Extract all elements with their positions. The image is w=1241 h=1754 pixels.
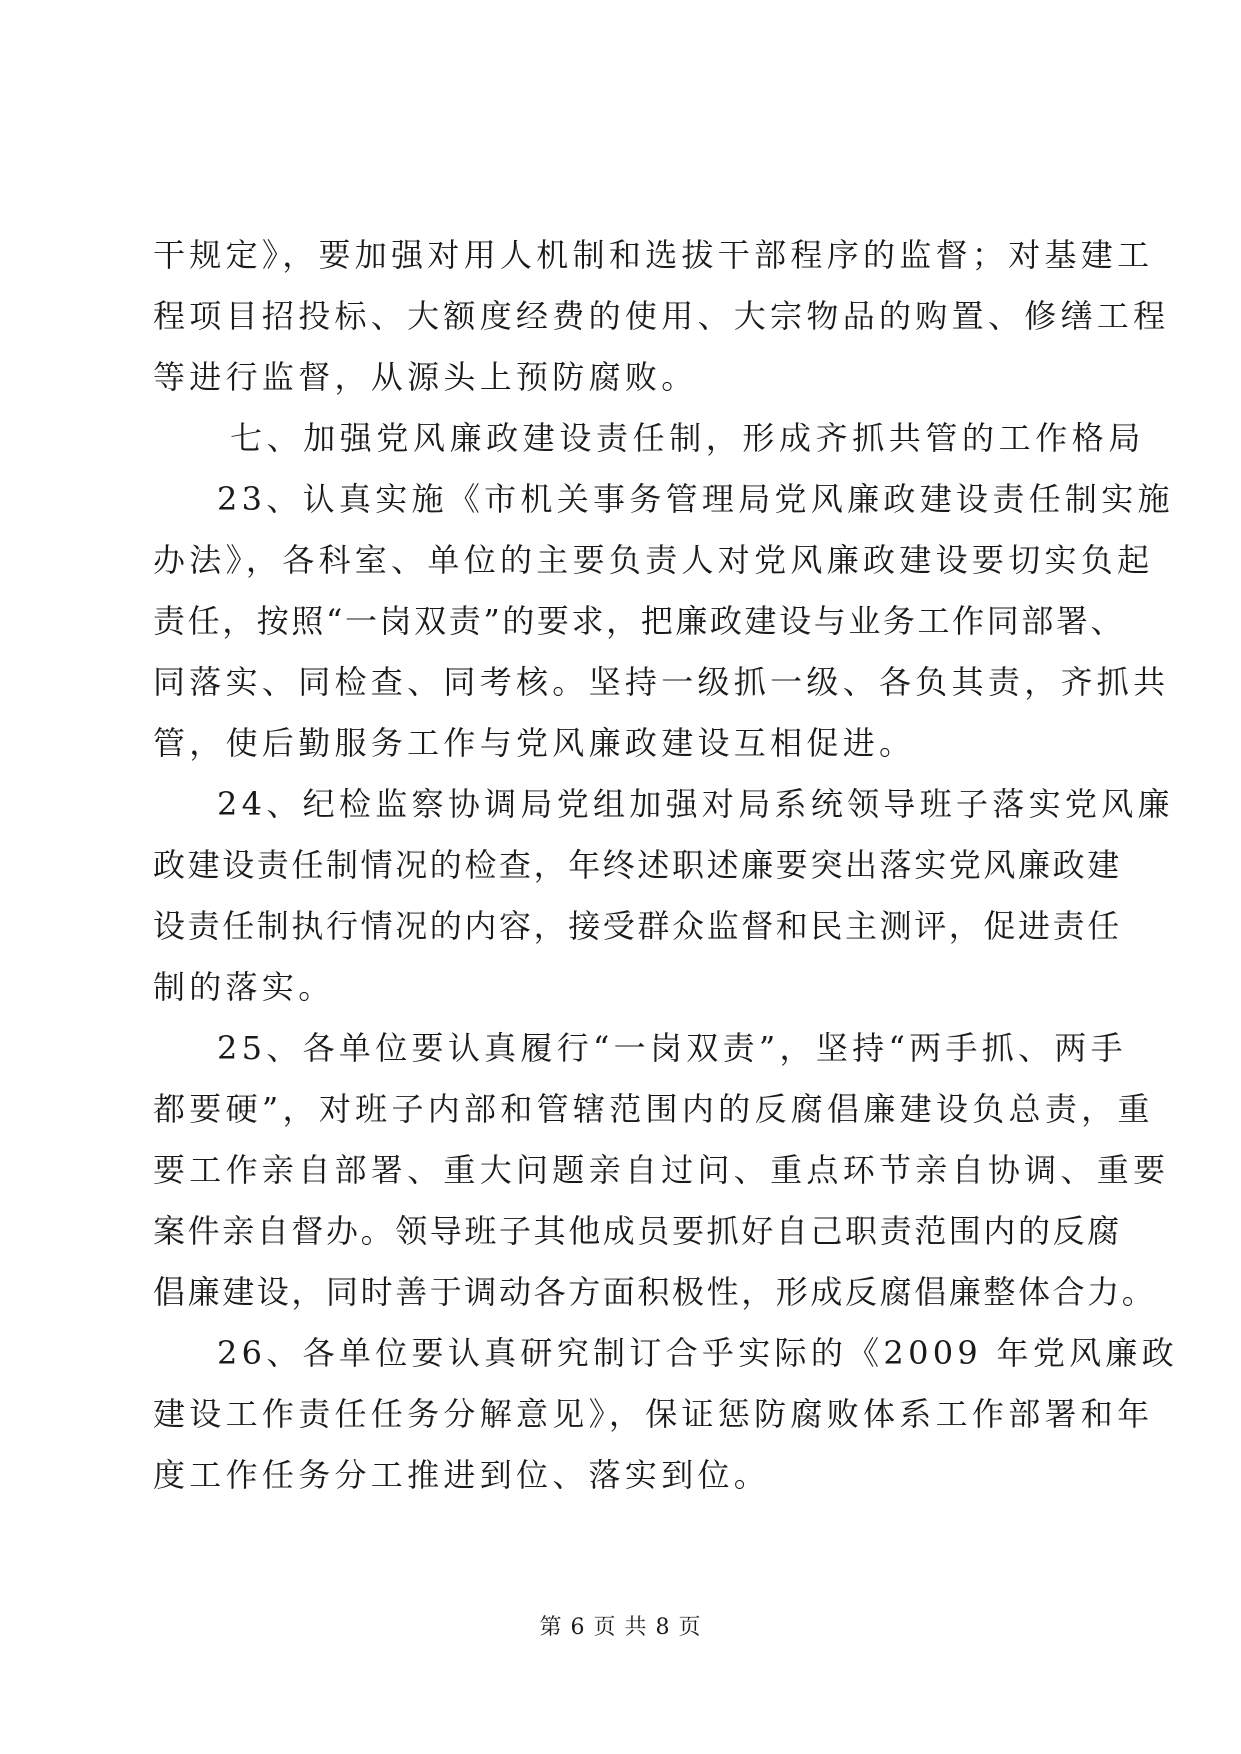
text-line: 案件亲自督办。领导班子其他成员要抓好自己职责范围内的反腐 bbox=[153, 1212, 1122, 1250]
text-line: 建设工作责任任务分解意见》，保证惩防腐败体系工作部署和年 bbox=[153, 1395, 1154, 1433]
text-line: 制的落实。 bbox=[153, 968, 335, 1006]
section-heading: 七、加强党风廉政建设责任制，形成齐抓共管的工作格局 bbox=[230, 419, 1146, 457]
text-line: 管，使后勤服务工作与党风廉政建设互相促进。 bbox=[153, 724, 916, 762]
text-line: 都要硬”，对班子内部和管辖范围内的反腐倡廉建设负总责，重 bbox=[153, 1090, 1154, 1128]
document-body bbox=[153, 225, 1179, 1506]
text-line: 倡廉建设，同时善于调动各方面积极性，形成反腐倡廉整体合力。 bbox=[153, 1273, 1157, 1311]
paragraph-first-line: 25、各单位要认真履行“一岗双责”，坚持“两手抓、两手 bbox=[217, 1029, 1127, 1067]
page-number-footer: 第 6 页 共 8 页 bbox=[539, 1615, 702, 1640]
text-line: 政建设责任制情况的检查，年终述职述廉要突出落实党风廉政建 bbox=[153, 846, 1122, 884]
text-line: 同落实、同检查、同考核。坚持一级抓一级、各负其责，齐抓共 bbox=[153, 663, 1170, 701]
text-line: 设责任制执行情况的内容，接受群众监督和民主测评，促进责任 bbox=[153, 907, 1122, 945]
text-line: 要工作亲自部署、重大问题亲自过问、重点环节亲自协调、重要 bbox=[153, 1151, 1170, 1189]
text-line: 度工作任务分工推进到位、落实到位。 bbox=[153, 1456, 771, 1494]
text-line: 办法》，各科室、单位的主要负责人对党风廉政建设要切实负起 bbox=[153, 541, 1154, 579]
text-line: 程项目招投标、大额度经费的使用、大宗物品的购置、修缮工程 bbox=[153, 297, 1170, 335]
text-line: 干规定》，要加强对用人机制和选拔干部程序的监督；对基建工 bbox=[153, 236, 1154, 274]
paragraph-first-line: 24、纪检监察协调局党组加强对局系统领导班子落实党风廉 bbox=[217, 785, 1174, 823]
paragraph-first-line: 26、各单位要认真研究制订合乎实际的《2009 年党风廉政 bbox=[217, 1334, 1179, 1372]
text-line: 等进行监督，从源头上预防腐败。 bbox=[153, 358, 698, 396]
text-line: 责任，按照“一岗双责”的要求，把廉政建设与业务工作同部署、 bbox=[153, 602, 1126, 640]
paragraph-first-line: 23、认真实施《市机关事务管理局党风廉政建设责任制实施 bbox=[217, 480, 1174, 518]
